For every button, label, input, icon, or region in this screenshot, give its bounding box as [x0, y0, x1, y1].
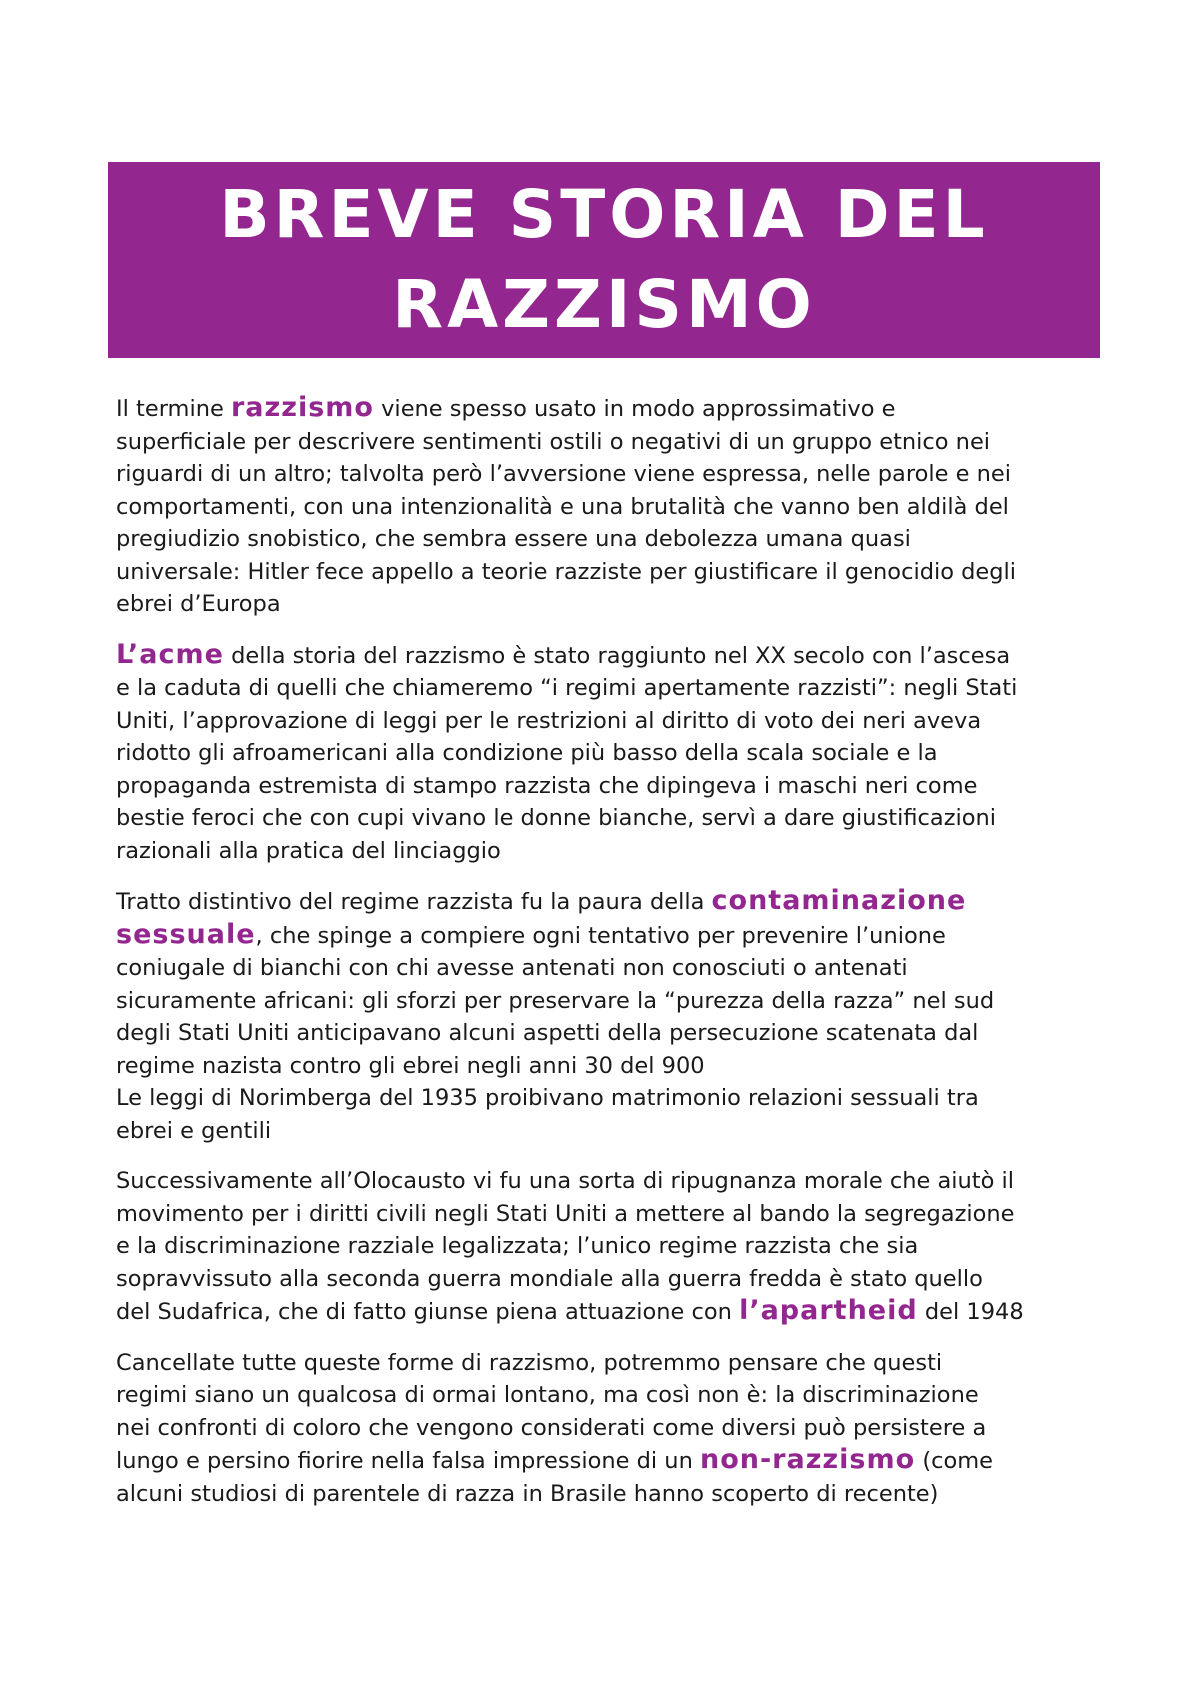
text-line: [116, 639, 1106, 673]
text-line: Le leggi di Norimberga del 1935 proibivano matrimonio relazioni sessuali tra: [116, 1085, 979, 1111]
text-span: lungo e persino fiorire nella falsa impressione di un: [116, 1448, 700, 1474]
text-line: ridotto gli afroamericani alla condizione più basso della scala sociale e la: [116, 740, 938, 766]
text-line: [116, 1444, 1106, 1478]
text-line: movimento per i diritti civili negli Stati Uniti a mettere al bando la segregazione: [116, 1200, 1015, 1227]
text-span: Tratto distintivo del regime razzista fu la paura della: [116, 889, 712, 915]
text-line: universale: Hitler fece appello a teorie razziste per giustificare il genocidio degli: [116, 558, 1017, 585]
text-span: del 1948: [917, 1299, 1024, 1325]
text-line: degli Stati Uniti anticipavano alcuni aspetti della persecuzione scatenata dal: [116, 1020, 979, 1046]
text-line: superficiale per descrivere sentimenti ostili o negativi di un gruppo etnico nei: [116, 428, 991, 455]
paragraph-5: [116, 1347, 1106, 1511]
paragraph-2: [116, 639, 1106, 868]
text-line: [116, 392, 1106, 426]
text-line: [116, 919, 1106, 953]
highlight-term: sessuale: [116, 918, 256, 950]
text-line: [116, 1295, 1106, 1329]
paragraph-3: [116, 885, 1106, 1147]
text-line: riguardi di un altro; talvolta però l’avversione viene espressa, nelle parole e nei: [116, 461, 1011, 487]
text-span: , che spinge a compiere ogni tentativo per prevenire l’unione: [255, 922, 946, 949]
highlight-term: l’apartheid: [739, 1295, 918, 1326]
text-line: coniugale di bianchi con chi avesse antenati non conosciuti o antenati: [116, 955, 908, 981]
highlight-term: non-razzismo: [699, 1444, 916, 1475]
text-line: nei confronti di coloro che vengono considerati come diversi può persistere a: [116, 1414, 987, 1441]
title-line-1: BREVE STORIA DEL: [219, 176, 989, 253]
text-line: sicuramente africani: gli sforzi per preservare la “purezza della razza” nel sud: [116, 987, 995, 1014]
text-line: [116, 885, 1106, 919]
text-line: comportamenti, con una intenzionalità e una brutalità che vanno ben aldilà del: [116, 493, 1009, 520]
highlight-term: L’acme: [116, 638, 224, 670]
highlight-term: razzismo: [230, 392, 374, 423]
text-line: Uniti, l’approvazione di leggi per le restrizioni al diritto di voto dei neri aveva: [116, 707, 982, 734]
paragraph-1: [116, 392, 1106, 621]
text-line: ebrei d’Europa: [116, 591, 281, 617]
text-line: Successivamente all’Olocausto vi fu una sorta di ripugnanza morale che aiutò il: [116, 1168, 1015, 1194]
title-banner: [108, 162, 1100, 358]
text-line: e la caduta di quelli che chiameremo “i regimi apertamente razzisti”: negli Stati: [116, 675, 1018, 701]
text-line: razionali alla pratica del linciaggio: [116, 837, 501, 864]
paragraph-4: [116, 1165, 1106, 1329]
text-line: pregiudizio snobistico, che sembra essere una debolezza umana quasi: [116, 526, 911, 552]
text-line: e la discriminazione razziale legalizzata; l’unico regime razzista che sia: [116, 1233, 919, 1259]
text-line: sopravvissuto alla seconda guerra mondiale alla guerra fredda è stato quello: [116, 1265, 983, 1292]
text-line: regime nazista contro gli ebrei negli anni 30 del 900: [116, 1052, 705, 1079]
highlight-term: contaminazione: [711, 885, 967, 916]
text-span: della storia del razzismo è stato raggiunto nel XX secolo con l’ascesa: [223, 642, 1011, 669]
text-span: del Sudafrica, che di fatto giunse piena attuazione con: [116, 1299, 740, 1325]
title-line-2: RAZZISMO: [392, 266, 816, 343]
text-span: viene spesso usato in modo approssimativo e: [373, 396, 896, 422]
text-line: alcuni studiosi di parentele di razza in Brasile hanno scoperto di recente): [116, 1480, 939, 1507]
text-line: bestie feroci che con cupi vivano le donne bianche, servì a dare giustificazioni: [116, 805, 997, 831]
text-span: (come: [915, 1448, 993, 1474]
text-line: regimi siano un qualcosa di ormai lontano, ma così non è: la discriminazione: [116, 1382, 979, 1408]
document-body: [116, 392, 1106, 1528]
text-span: Il termine: [116, 396, 231, 422]
text-line: ebrei e gentili: [116, 1117, 272, 1144]
text-line: Cancellate tutte queste forme di razzismo, potremmo pensare che questi: [116, 1349, 943, 1376]
text-line: propaganda estremista di stampo razzista che dipingeva i maschi neri come: [116, 772, 978, 799]
